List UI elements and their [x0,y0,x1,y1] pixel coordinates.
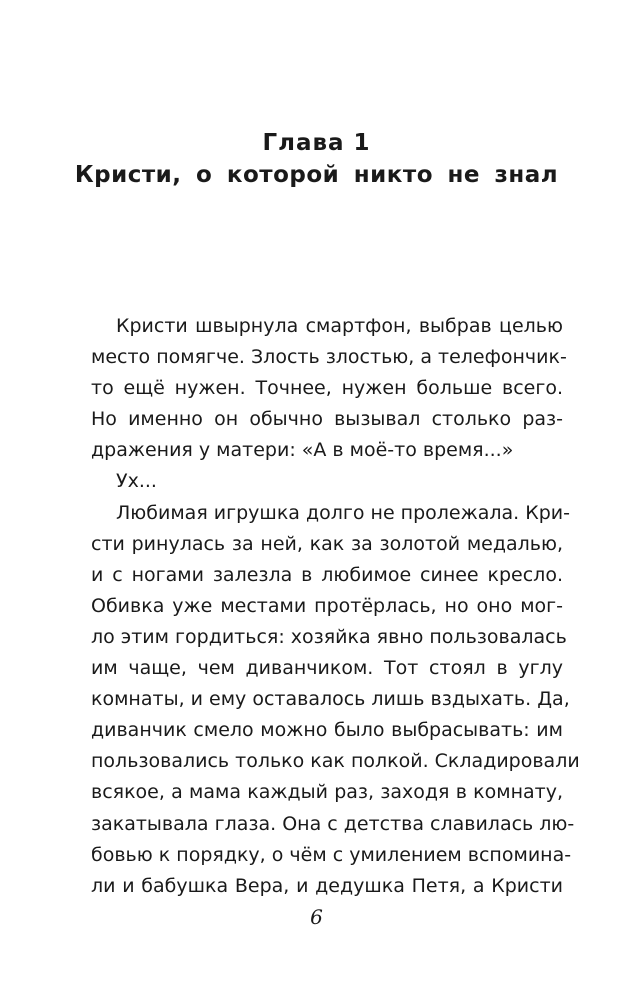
text-line: Кристи швырнула смартфон, выбрав целью [116,315,563,337]
text-line: закатывала глаза. Она с детства славилась лю- [91,812,575,835]
text-line: Ух... [116,470,157,493]
text-line: место помягче. Злость злостью, а телефончик- [91,346,567,369]
body-text [91,311,580,902]
text-line: дражения у матери: «А в моё-то время...» [91,439,514,462]
text-line: диванчик смело можно было выбрасывать: им [91,719,563,742]
chapter-title: Кристи, о которой никто не знал [74,162,559,188]
text-line: всякое, а мама каждый раз, заходя в комнату, [91,781,563,804]
text-line: и с ногами залезла в любимое синее кресло. [91,563,563,586]
text-line: Но именно он обычно вызывал столько раз- [91,408,563,431]
text-line: ло этим гордиться: хозяйка явно пользовалась [91,625,567,648]
text-line: им чаще, чем диванчиком. Тот стоял в углу [91,657,563,680]
chapter-label: Глава 1 [262,130,371,156]
text-line: Любимая игрушка долго не пролежала. Кри- [116,501,570,524]
text-line: сти ринулась за ней, как за золотой медалью, [91,532,563,555]
text-line: комнаты, и ему оставалось лишь вздыхать. Да, [91,688,570,711]
page-number: 6 [310,905,323,929]
text-line: Обивка уже местами протёрлась, но оно мог- [91,594,563,617]
text-line: пользовались только как полкой. Складировали [91,750,580,773]
text-line: то ещё нужен. Точнее, нужен больше всего. [91,377,563,400]
text-line: ли и бабушка Вера, и дедушка Петя, а Кристи [91,874,563,897]
text-line: бовью к порядку, о чём с умилением вспомина- [91,843,572,866]
